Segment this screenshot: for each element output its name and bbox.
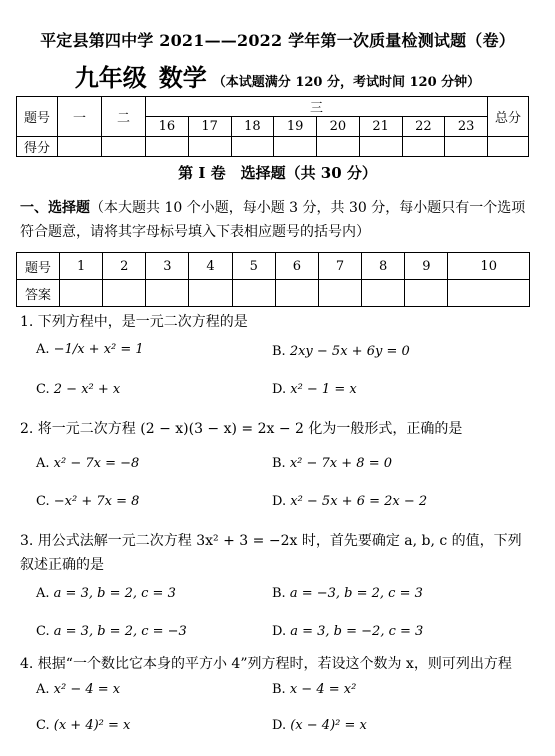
option-text: 2xy − 5x + 6y = 0 — [289, 344, 410, 359]
question-4-option-d[interactable] — [272, 718, 367, 733]
intro-head: 一、选择题 — [20, 200, 90, 216]
option-label: C. — [36, 494, 50, 509]
option-text: x − 4 = x² — [289, 682, 357, 697]
answer-col-number: 2 — [103, 253, 146, 280]
option-text: (x − 4)² = x — [290, 718, 367, 733]
school-exam-title: 平定县第四中学 2021——2022 学年第一次质量检测试题（卷） — [40, 31, 515, 50]
grade-label: 九年级 — [74, 63, 147, 92]
answer-cell[interactable] — [275, 280, 318, 307]
score-cell[interactable] — [58, 137, 102, 157]
answer-cell[interactable] — [60, 280, 103, 307]
option-label: A. — [36, 586, 50, 601]
score-subcol: 17 — [188, 117, 231, 137]
question-2-option-b[interactable] — [272, 456, 392, 471]
answer-cell[interactable] — [103, 280, 146, 307]
question-3-option-a[interactable] — [36, 586, 176, 601]
option-label: D. — [272, 494, 287, 509]
answer-col-number: 8 — [362, 253, 405, 280]
answer-row-label: 答案 — [17, 280, 60, 307]
section-intro — [20, 196, 530, 244]
intro-body: （本大题共 10 个小题，每小题 3 分，共 30 分，每小题只有一个选项符合题意，请将其字母标号填入下表相应题号的括号内） — [20, 200, 526, 240]
answer-col-number: 7 — [318, 253, 361, 280]
score-table-header-label: 题号 — [17, 97, 58, 137]
score-cell[interactable] — [402, 137, 445, 157]
exam-note: （本试题满分 120 分，考试时间 120 分钟） — [212, 75, 481, 90]
option-text: a = 3, b = 2, c = 3 — [53, 586, 176, 601]
score-col-total: 总分 — [488, 97, 529, 137]
answer-table-header-label: 题号 — [17, 253, 60, 280]
answer-col-number: 4 — [189, 253, 232, 280]
score-cell[interactable] — [188, 137, 231, 157]
score-subcol: 22 — [402, 117, 445, 137]
score-table — [16, 96, 529, 157]
option-text: x² − 7x + 8 = 0 — [289, 456, 392, 471]
score-subcol: 21 — [359, 117, 402, 137]
answer-cell[interactable] — [362, 280, 405, 307]
question-1-stem: 1. 下列方程中，是一元二次方程的是 — [20, 314, 248, 330]
score-col-three: 三 — [146, 97, 488, 117]
option-label: C. — [36, 718, 50, 733]
option-text: a = −3, b = 2, c = 3 — [289, 586, 423, 601]
option-label: B. — [272, 344, 286, 359]
option-text: x² − 7x = −8 — [53, 456, 140, 471]
score-subcol: 23 — [445, 117, 488, 137]
answer-col-number: 1 — [60, 253, 103, 280]
option-label: D. — [272, 382, 287, 397]
option-label: A. — [36, 682, 50, 697]
option-label: C. — [36, 624, 50, 639]
score-row-label: 得分 — [17, 137, 58, 157]
answer-cell[interactable] — [146, 280, 189, 307]
score-cell[interactable] — [317, 137, 360, 157]
question-3-option-d[interactable] — [272, 624, 423, 639]
answer-col-number: 9 — [405, 253, 448, 280]
option-label: A. — [36, 456, 50, 471]
question-1-option-c[interactable] — [36, 382, 120, 397]
question-2-option-a[interactable] — [36, 456, 139, 471]
answer-cell[interactable] — [405, 280, 448, 307]
option-text: −x² + 7x = 8 — [53, 494, 140, 509]
section-title: 第 I 卷 选择题（共 30 分） — [178, 164, 377, 182]
option-text: a = 3, b = 2, c = −3 — [53, 624, 187, 639]
question-1-option-d[interactable] — [272, 382, 357, 397]
score-cell[interactable] — [359, 137, 402, 157]
option-label: D. — [272, 624, 287, 639]
answer-cell[interactable] — [448, 280, 530, 307]
question-2-option-d[interactable] — [272, 494, 427, 509]
answer-cell[interactable] — [318, 280, 361, 307]
score-subcol: 19 — [274, 117, 317, 137]
answer-cell[interactable] — [189, 280, 232, 307]
option-label: B. — [272, 586, 286, 601]
question-1-option-a[interactable] — [36, 342, 144, 357]
subject-label: 数学 — [158, 63, 207, 92]
answer-col-number: 10 — [448, 253, 530, 280]
score-subcol: 18 — [231, 117, 274, 137]
option-label: A. — [36, 342, 50, 357]
option-label: C. — [36, 382, 50, 397]
option-text: a = 3, b = −2, c = 3 — [290, 624, 424, 639]
option-text: (x + 4)² = x — [53, 718, 131, 733]
option-label: B. — [272, 682, 286, 697]
option-text: x² − 1 = x — [290, 382, 357, 397]
answer-table — [16, 252, 530, 307]
question-4-option-b[interactable] — [272, 682, 356, 697]
score-cell[interactable] — [488, 137, 529, 157]
answer-cell[interactable] — [232, 280, 275, 307]
question-1-option-b[interactable] — [272, 344, 410, 359]
score-subcol: 20 — [317, 117, 360, 137]
score-cell[interactable] — [102, 137, 146, 157]
score-subcol: 16 — [146, 117, 189, 137]
score-col-one: 一 — [58, 97, 102, 137]
answer-col-number: 5 — [232, 253, 275, 280]
exam-heading — [0, 58, 555, 93]
question-2-option-c[interactable] — [36, 494, 139, 509]
question-4-option-c[interactable] — [36, 718, 130, 733]
option-text: −1/x + x² = 1 — [53, 342, 144, 357]
score-col-two: 二 — [102, 97, 146, 137]
question-3-option-c[interactable] — [36, 624, 187, 639]
option-label: D. — [272, 718, 287, 733]
question-3-option-b[interactable] — [272, 586, 423, 601]
score-cell[interactable] — [146, 137, 189, 157]
question-2-stem: 2. 将一元二次方程 (2 − x)(3 − x) = 2x − 2 化为一般形式，正确的是 — [20, 421, 463, 437]
score-cell[interactable] — [231, 137, 274, 157]
answer-col-number: 6 — [275, 253, 318, 280]
option-text: 2 − x² + x — [53, 382, 121, 397]
question-4-stem: 4. 根据“一个数比它本身的平方小 4”列方程时，若设这个数为 x，则可列出方程 — [20, 656, 512, 672]
score-cell[interactable] — [445, 137, 488, 157]
score-cell[interactable] — [274, 137, 317, 157]
option-text: x² − 4 = x — [53, 682, 121, 697]
answer-col-number: 3 — [146, 253, 189, 280]
option-text: x² − 5x + 6 = 2x − 2 — [290, 494, 428, 509]
question-3-stem: 3. 用公式法解一元二次方程 3x² + 3 = −2x 时，首先要确定 a, b, c 的值，下列叙述正确的是 — [20, 533, 522, 573]
question-4-option-a[interactable] — [36, 682, 120, 697]
option-label: B. — [272, 456, 286, 471]
